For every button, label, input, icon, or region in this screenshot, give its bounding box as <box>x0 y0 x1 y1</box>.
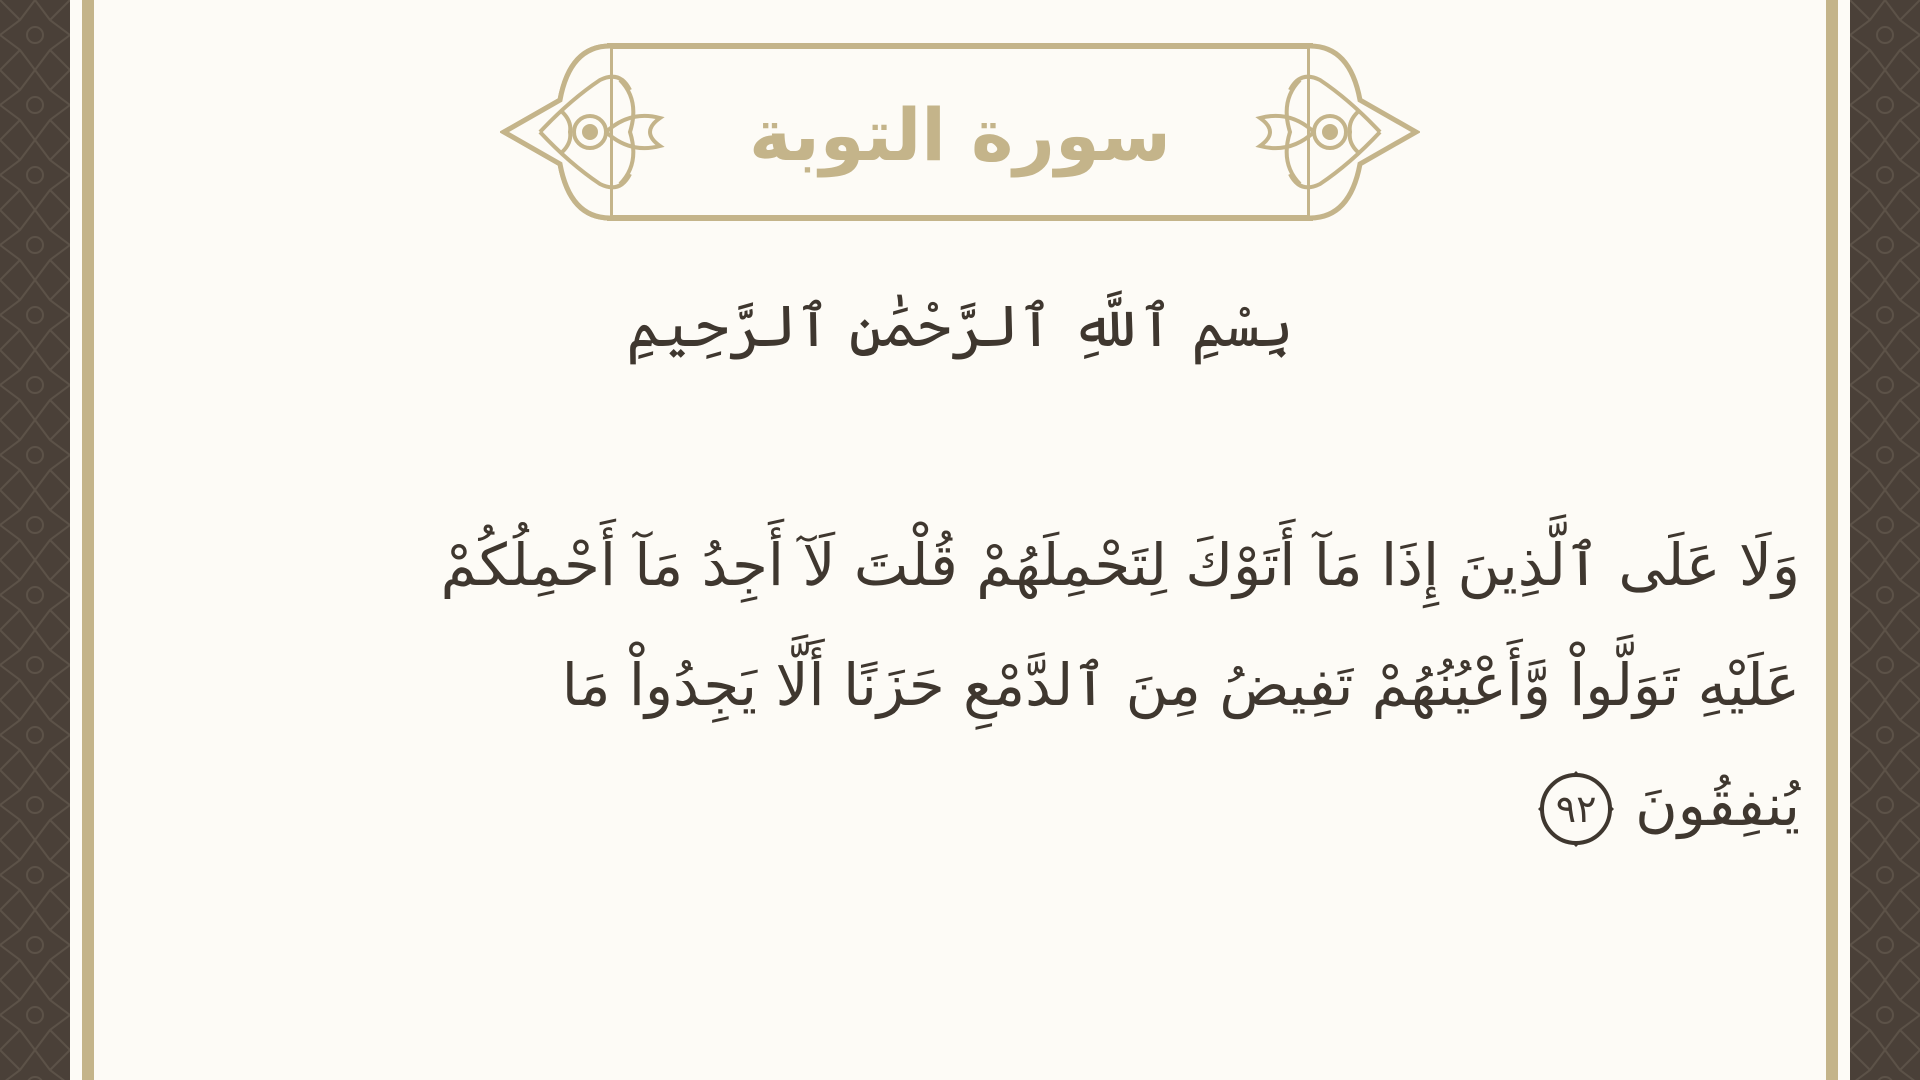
right-gold-rule <box>1826 0 1838 1080</box>
ayah-end-marker <box>1535 768 1617 850</box>
basmala: بِسْمِ ٱللَّهِ ٱلرَّحْمَٰنِ ٱلرَّحِيمِ <box>626 292 1294 360</box>
surah-title: سورة التوبة <box>749 93 1171 177</box>
right-inner-spacer <box>1838 0 1850 1080</box>
left-gold-rule <box>82 0 94 1080</box>
verse-text: وَلَا عَلَى ٱلَّذِينَ إِذَا مَآ أَتَوْكَ لِتَحْمِلَهُمْ قُلْتَ لَآ أَجِدُ مَآ أَحْمِلُكُمْ عَلَيْهِ تَوَلَّواْ وَّأَعْيُنُهُمْ تَفِيضُ مِنَ ٱلدَّمْعِ حَزَنًا أَلَّا يَجِدُواْ مَا يُنفِقُونَ <box>440 531 1800 839</box>
right-border-pattern <box>1850 0 1920 1080</box>
verse-text-block <box>380 505 1800 865</box>
left-border-pattern <box>0 0 70 1080</box>
geometric-pattern-icon <box>0 0 70 1080</box>
ayah-number: ٩٢ <box>1555 786 1597 831</box>
geometric-pattern-icon <box>1850 0 1920 1080</box>
surah-title-banner <box>500 40 1420 230</box>
left-inner-spacer <box>70 0 82 1080</box>
